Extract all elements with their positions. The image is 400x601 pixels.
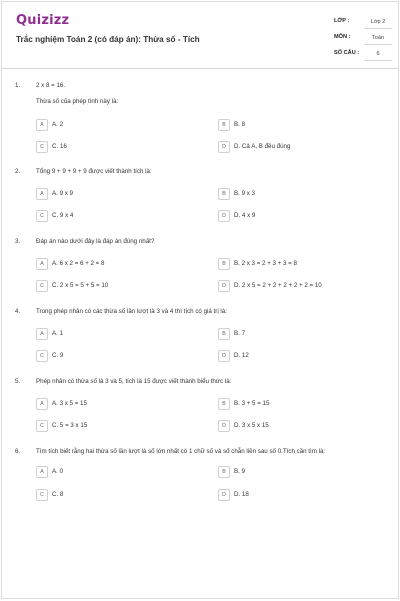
meta-value: Toán xyxy=(364,32,392,45)
meta-row-question-count xyxy=(334,48,394,64)
option-text: B. 8 xyxy=(234,121,246,128)
option-text: D. 4 x 9 xyxy=(234,212,256,219)
question-text: Tổng 9 + 9 + 9 + 9 được viết thành tích là: xyxy=(36,168,152,175)
option-letter-box[interactable]: B xyxy=(218,466,230,478)
question-text: 2 x 8 = 16. xyxy=(36,82,66,89)
question-number: 6. xyxy=(15,448,21,455)
question-number: 4. xyxy=(15,308,21,315)
option-letter-box[interactable]: D xyxy=(218,489,230,501)
option-letter-box[interactable]: D xyxy=(218,141,230,153)
option-letter-box[interactable]: C xyxy=(36,141,48,153)
option-letter-box[interactable]: A xyxy=(36,398,48,410)
option-text: A. 1 xyxy=(52,330,64,337)
option-letter-box[interactable]: B xyxy=(218,188,230,200)
question-text: Phép nhân có thừa số là 3 và 5, tích là 15 được viết thành biểu thức là: xyxy=(36,378,232,385)
option-text: D. 12 xyxy=(234,352,249,359)
question-number: 5. xyxy=(15,378,21,385)
option-text: C. 8 xyxy=(52,491,64,498)
question-number: 2. xyxy=(15,168,21,175)
option-text: A. 2 xyxy=(52,121,64,128)
option-letter-box[interactable]: C xyxy=(36,489,48,501)
option-text: B. 9 xyxy=(234,468,246,475)
option-text: A. 9 x 9 xyxy=(52,190,73,197)
option-letter-box[interactable]: D xyxy=(218,210,230,222)
meta-label: MÔN : xyxy=(334,34,351,40)
option-text: B. 7 xyxy=(234,330,246,337)
option-letter-box[interactable]: C xyxy=(36,420,48,432)
option-letter-box[interactable]: B xyxy=(218,119,230,131)
question-subtext: Thừa số của phép tính này là: xyxy=(36,98,119,105)
question-text: Đáp án nào dưới đây là đáp án đúng nhất? xyxy=(36,238,155,245)
option-letter-box[interactable]: B xyxy=(218,398,230,410)
option-text: B. 2 x 3 = 2 + 3 + 3 = 8 xyxy=(234,260,297,267)
meta-row-subject xyxy=(334,32,394,48)
option-letter-box[interactable]: A xyxy=(36,328,48,340)
option-text: A. 3 x 5 = 15 xyxy=(52,400,87,407)
option-text: B. 3 + 5 = 15 xyxy=(234,400,270,407)
meta-value: 6 xyxy=(364,48,392,61)
option-letter-box[interactable]: B xyxy=(218,328,230,340)
option-letter-box[interactable]: A xyxy=(36,258,48,270)
meta-row-class xyxy=(334,16,394,32)
option-letter-box[interactable]: B xyxy=(218,258,230,270)
option-letter-box[interactable]: D xyxy=(218,280,230,292)
option-letter-box[interactable]: C xyxy=(36,350,48,362)
meta-label: SỐ CÂU : xyxy=(334,50,360,56)
question-number: 1. xyxy=(15,82,21,89)
worksheet-header xyxy=(2,2,398,69)
question-text: Trong phép nhân có các thừa số lần lượt là 3 và 4 thì tích có giá trị là: xyxy=(36,308,227,315)
option-letter-box[interactable]: D xyxy=(218,350,230,362)
option-text: B. 9 x 3 xyxy=(234,190,255,197)
option-text: D. 3 x 5 x 15 xyxy=(234,422,269,429)
option-text: A. 0 xyxy=(52,468,64,475)
option-letter-box[interactable]: C xyxy=(36,210,48,222)
option-text: D. 18 xyxy=(234,491,249,498)
option-letter-box[interactable]: A xyxy=(36,188,48,200)
option-text: C. 9 x 4 xyxy=(52,212,74,219)
option-text: D. 2 x 5 = 2 + 2 + 2 + 2 + 2 = 10 xyxy=(234,282,322,289)
question-text: Tìm tích biết rằng hai thừa số lần lượt là số lớn nhất có 1 chữ số và số chẵn liền sau số 0.Tích cần tìm là: xyxy=(36,448,326,455)
option-letter-box[interactable]: D xyxy=(218,420,230,432)
option-text: C. 2 x 5 = 5 + 5 = 10 xyxy=(52,282,109,289)
meta-value: Lớp 2 xyxy=(364,16,392,29)
option-letter-box[interactable]: A xyxy=(36,466,48,478)
worksheet-page xyxy=(1,1,399,599)
option-text: C. 16 xyxy=(52,143,67,150)
question-number: 3. xyxy=(15,238,21,245)
worksheet-title: Trắc nghiệm Toán 2 (có đáp án): Thừa số - Tích xyxy=(16,35,200,44)
quizizz-logo: Quizizz xyxy=(16,13,70,28)
option-text: C. 5 = 3 x 15 xyxy=(52,422,88,429)
meta-label: LỚP : xyxy=(334,18,350,24)
option-text: A. 6 x 2 = 6 + 2 = 8 xyxy=(52,260,105,267)
option-letter-box[interactable]: C xyxy=(36,280,48,292)
option-text: C. 9 xyxy=(52,352,64,359)
option-letter-box[interactable]: A xyxy=(36,119,48,131)
option-text: D. Cả A, B đều đúng xyxy=(234,143,291,150)
worksheet-meta xyxy=(334,16,394,64)
